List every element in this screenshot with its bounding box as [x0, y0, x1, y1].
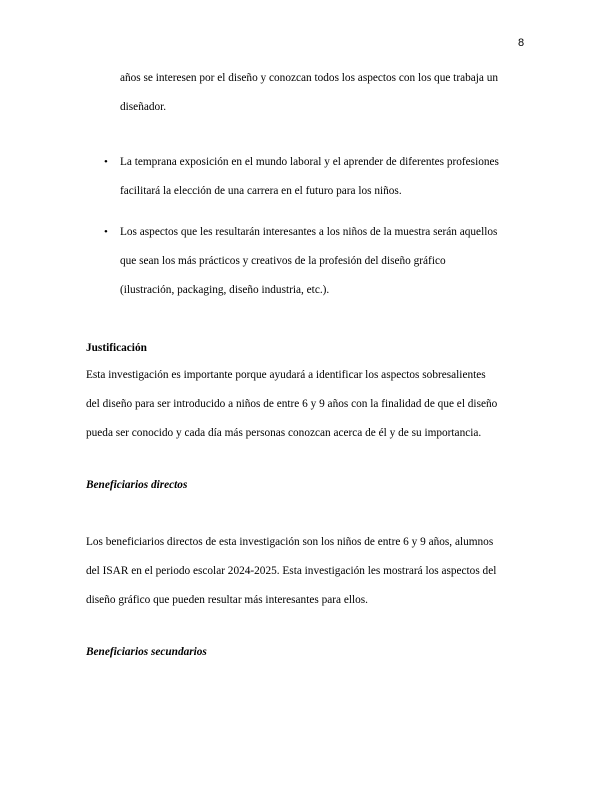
text-line: del diseño para ser introducido a niños de entre 6 y 9 años con la finalidad de que el diseño: [86, 398, 498, 410]
section-heading: Beneficiarios directos: [86, 479, 188, 491]
text-line: del ISAR en el periodo escolar 2024-2025. Esta investigación les mostrará los aspectos del: [86, 565, 497, 577]
bullet-icon: •: [104, 226, 108, 238]
text-line: facilitará la elección de una carrera en el futuro para los niños.: [120, 185, 402, 197]
text-line: diseño gráfico que pueden resultar más interesantes para ellos.: [86, 594, 369, 606]
text-line: que sean los más prácticos y creativos de la profesión del diseño gráfico: [120, 255, 446, 267]
page-number: 8: [518, 37, 525, 49]
text-line: diseñador.: [120, 101, 167, 113]
bullet-icon: •: [104, 156, 108, 168]
section-heading: Beneficiarios secundarios: [86, 646, 207, 658]
text-line: Esta investigación es importante porque ayudará a identificar los aspectos sobresalientes: [86, 369, 486, 381]
text-line: Los beneficiarios directos de esta investigación son los niños de entre 6 y 9 años, alumnos: [86, 536, 494, 548]
text-line: Los aspectos que les resultarán interesantes a los niños de la muestra serán aquellos: [120, 226, 498, 238]
text-line: años se interesen por el diseño y conozcan todos los aspectos con los que trabaja un: [120, 72, 499, 84]
text-line: (ilustración, packaging, diseño industria, etc.).: [120, 284, 330, 296]
text-line: pueda ser conocido y cada día más personas conozcan acerca de él y de su importancia.: [86, 427, 482, 439]
text-line: La temprana exposición en el mundo laboral y el aprender de diferentes profesiones: [120, 156, 499, 168]
section-heading: Justificación: [86, 342, 147, 354]
